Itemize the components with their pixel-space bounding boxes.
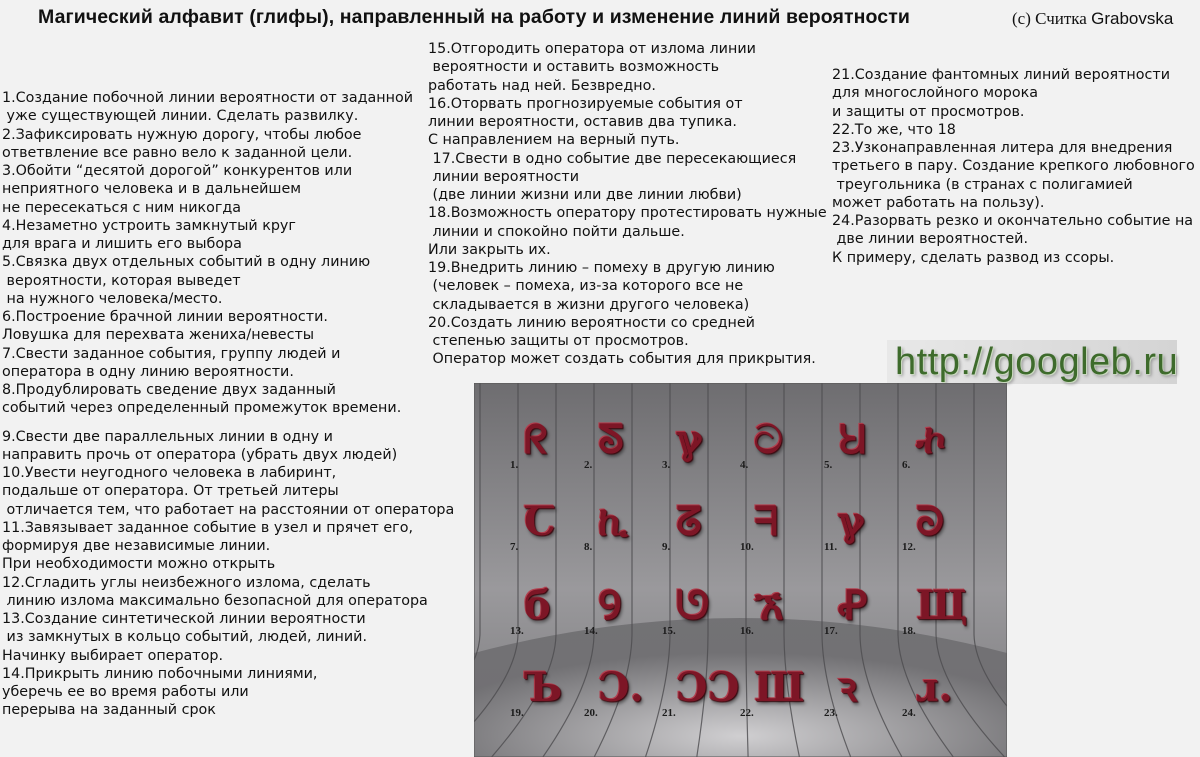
glyph-cell [740,495,818,555]
glyph-cell [662,579,740,639]
glyph-symbol: Ɔ. [598,664,644,711]
text-line: линии и спокойно пойти дальше. [428,223,685,240]
text-line: 1.Создание побочной линии вероятности от заданной [2,90,413,106]
watermark-url-text: http://googleb.ru [895,341,1179,383]
glyph-symbol: Ꝯ [598,582,622,629]
text-line: для врага и лишить его выбора [2,236,242,252]
glyph-symbol: ᘔ [676,498,702,545]
text-line: 11.Завязывает заданное событие в узел и прячет его, [2,519,413,536]
text-line: Или закрыть их. [428,241,551,258]
text-line: 15.Отгородить оператора от излома линии [428,41,756,57]
paragraph-gap [2,418,454,428]
glyph-symbol: Ш [754,664,805,711]
glyph-symbol: ᘐ [916,498,945,545]
text-line: уберечь ее во время работы или [2,684,249,700]
glyph-symbol: ᖇ [524,416,548,463]
text-line: подальше от оператора. От третьей литеры [2,483,339,500]
text-line: 5.Связка двух отдельных событий в одну линию [2,254,371,271]
glyph-symbol: ɹ. [916,664,953,711]
glyph-number: 15. [662,625,676,637]
glyph-number: 1. [510,459,519,471]
text-line: направить прочь от оператора (убрать двух людей) [2,446,398,463]
text-line: перерыва на заданный срок [2,702,216,719]
glyph-number: 13. [510,625,524,637]
glyph-symbol: Ꞇ [524,498,556,545]
glyph-symbol: ኯ [916,416,946,463]
glyph-symbol: ᖷ [754,498,778,545]
glyph-symbol: ᘎ [676,582,710,629]
glyph-symbol: ꝛ [838,664,857,711]
glyph-cell [902,495,980,555]
glyph-cell [740,579,818,639]
glyph-number: 16. [740,625,754,637]
text-line: складывается в жизни другого человека) [428,296,750,313]
glyph-cell [662,495,740,555]
glyph-cell [824,661,902,721]
glyph-cell [584,579,662,639]
text-line: из замкнутых в кольцо событий, людей, линий. [2,629,367,646]
text-line: 12.Сгладить углы неизбежного излома, сделать [2,574,371,591]
glyph-number: 18. [902,625,916,637]
text-line: событий через определенный промежуток времени. [2,400,402,417]
glyph-number: 12. [902,541,916,553]
glyph-cell [662,413,740,473]
text-line: 8.Продублировать сведение двух заданный [2,382,336,398]
text-line: 23.Узконаправленная литера для внедрения [832,140,1173,156]
glyph-cell [584,413,662,473]
text-line: (две линии жизни или две линии любви) [428,187,742,203]
glyph-number: 10. [740,541,754,553]
text-line: неприятного человека и в дальнейшем [2,181,302,198]
text-line: 20.Создать линию вероятности со средней [428,314,755,331]
glyph-symbol: ට [754,416,783,463]
glyph-cell [824,495,902,555]
glyph-symbol: Ꞟ [838,416,868,463]
text-line: две линии вероятностей. [832,231,1028,248]
text-line: Ловушка для перехвата жениха/невесты [2,327,315,344]
glyph-number: 17. [824,625,838,637]
glyph-symbol: ƆƆ [676,664,740,711]
glyph-number: 20. [584,707,598,719]
glyph-number: 3. [662,459,671,471]
text-line: линии вероятности [428,168,579,185]
glyph-number: 4. [740,459,749,471]
glyph-number: 6. [902,459,911,471]
text-line: вероятности, которая выведет [2,272,241,289]
text-line: При необходимости можно открыть [2,556,276,573]
text-line: 16.Оторвать прогнозируемые события от [428,95,743,112]
glyph-number: 24. [902,707,916,719]
glyph-symbol: ℽ [676,416,703,463]
glyph-symbol: ᘕ [598,416,624,463]
text-line: (человек – помеха, из-за которого все не [428,278,744,295]
text-line: 17.Свести в одно событие две пересекающиеся [428,150,797,167]
text-line: 18.Возможность оператору протестировать нужные [428,205,827,222]
glyph-cell [584,495,662,555]
text-line: 21.Создание фантомных линий вероятности [832,67,1170,83]
text-line: и защиты от просмотров. [832,103,1025,120]
text-line: 7.Свести заданное события, группу людей и [2,345,341,362]
glyph-cell [740,661,818,721]
text-line: третьего в пару. Создание крепкого любовного [832,158,1195,175]
glyph-number: 14. [584,625,598,637]
text-line: К примеру, сделать развод из ссоры. [832,249,1115,266]
text-line: линии вероятности, оставив два тупика. [428,114,737,130]
glyph-cell [510,579,588,639]
text-line: 4.Незаметно устроить замкнутый круг [2,217,296,234]
glyph-symbol: Ъ [524,664,563,711]
text-line: 10.Увести неугодного человека в лабиринт, [2,465,337,481]
text-line: 6.Построение брачной линии вероятности. [2,309,328,325]
text-line: степенью защиты от просмотров. [428,333,689,349]
text-line: отличается тем, что работает на расстоянии от оператора [2,501,455,518]
glyph-number: 9. [662,541,671,553]
text-line: 19.Внедрить линию – помеху в другую линию [428,260,775,276]
glyph-cell [510,413,588,473]
text-line: треугольника (в странах с полигамией [832,176,1133,193]
text-line: может работать на пользу). [832,194,1045,211]
glyph-cell [662,661,740,721]
glyph-number: 19. [510,707,524,719]
glyph-cell [510,661,588,721]
glyph-symbol: ኧ [754,582,784,629]
glyph-number: 22. [740,707,754,719]
glyph-number: 21. [662,707,676,719]
glyph-board [474,383,1007,757]
credit-prefix: (c) Считка [1012,9,1087,28]
author-credit [1012,9,1173,29]
glyph-cell [824,413,902,473]
glyph-cell [902,661,980,721]
text-line: 22.То же, что 18 [832,121,956,138]
glyph-number: 23. [824,707,838,719]
text-line: линию излома максимально безопасной для оператора [2,592,428,609]
glyph-symbol: ኪ [598,498,628,545]
glyph-number: 2. [584,459,593,471]
glyph-cell [584,661,662,721]
text-line: С направлением на верный путь. [428,132,680,149]
text-line: 3.Обойти “десятой дорогой” конкурентов или [2,163,353,179]
text-line: Оператор может создать события для прикрытия. [428,351,816,368]
right-text-column [832,66,1195,267]
text-line: оператора в одну линию вероятности. [2,363,294,380]
watermark-url[interactable] [887,340,1177,384]
page-title: Магический алфавит (глифы), направленный на работу и изменение линий вероятности [38,6,910,28]
text-line: для многослойного морока [832,85,1038,102]
glyph-symbol: ℽ [838,498,865,545]
text-line: 2.Зафиксировать нужную дорогу, чтобы любое [2,126,362,143]
glyph-cell [902,413,980,473]
glyph-symbol: б [524,582,551,629]
text-line: 14.Прикрыть линию побочными линиями, [2,665,318,682]
text-line: 24.Разорвать резко и окончательно событие на [832,213,1194,229]
text-line: формируя две независимые линии. [2,538,271,554]
credit-name: Grabovska [1091,9,1174,28]
glyph-cell [824,579,902,639]
glyph-symbol: Ꝓ [838,582,868,629]
text-line: не пересекаться с ним никогда [2,199,242,216]
middle-text-column [428,40,827,369]
text-line: на нужного человека/место. [2,290,223,307]
glyph-number: 11. [824,541,838,553]
glyph-number: 8. [584,541,593,553]
glyph-cell [902,579,980,639]
left-text-column [2,89,454,720]
text-line: ответвление все равно вело к заданной цели. [2,144,353,161]
glyph-cell [510,495,588,555]
text-line: уже существующей линии. Сделать развилку. [2,108,359,125]
text-line: работать над ней. Безвредно. [428,77,656,94]
text-line: 13.Создание синтетической линии вероятности [2,611,366,627]
text-line: 9.Свести две параллельных линии в одну и [2,428,333,445]
text-line: Начинку выбирает оператор. [2,647,223,664]
glyph-symbol: Щ [916,582,968,629]
glyph-cell [740,413,818,473]
glyph-number: 5. [824,459,833,471]
text-line: вероятности и оставить возможность [428,59,720,76]
glyph-number: 7. [510,541,519,553]
